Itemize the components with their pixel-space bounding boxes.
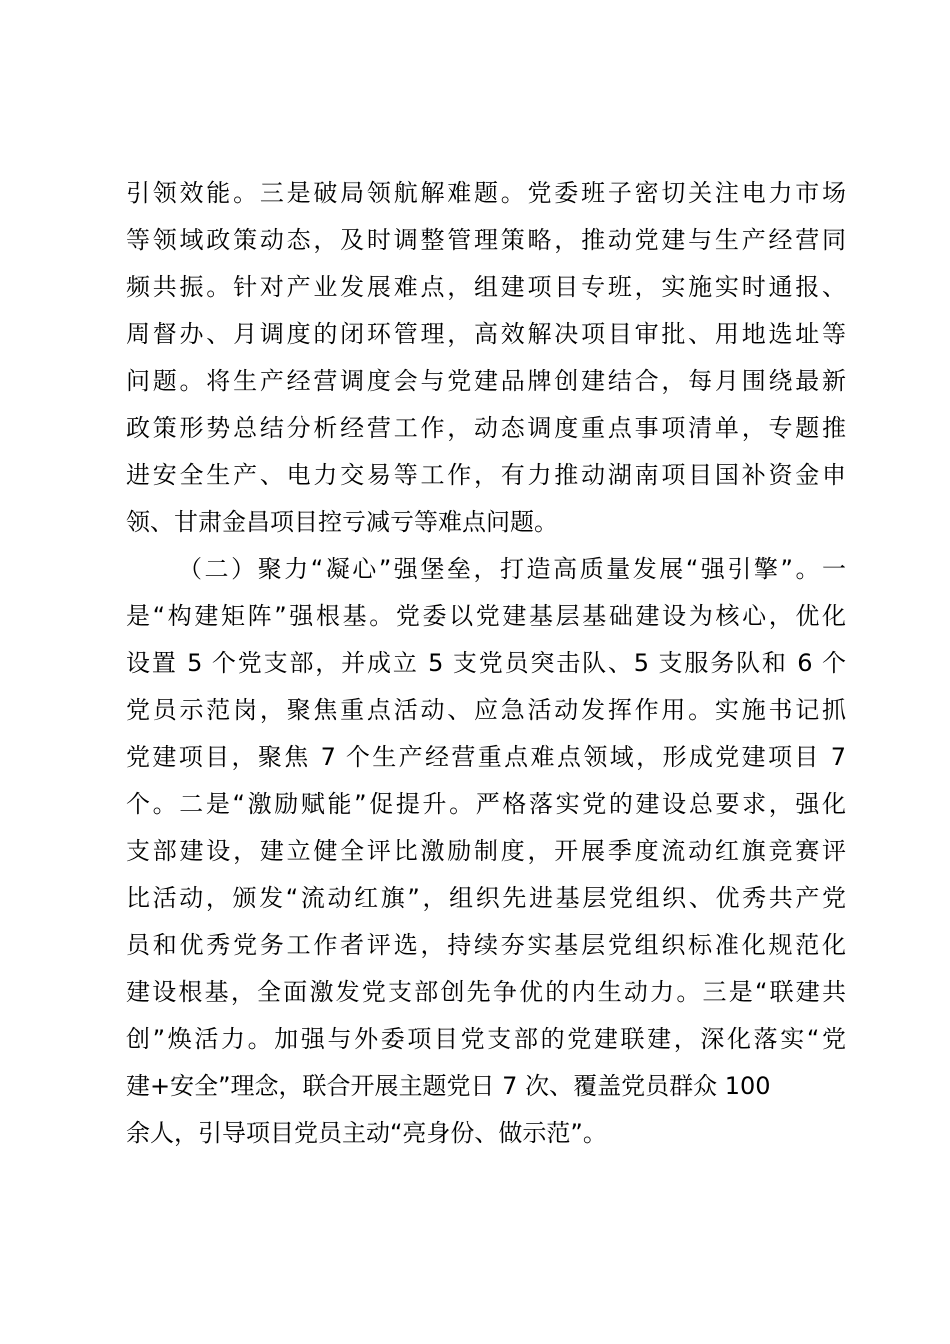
text-line: 建+安全”理念，联合开展主题党日 7 次、覆盖党员群众 100 <box>126 1072 771 1100</box>
text-line: 创”焕活力。加强与外委项目党支部的党建联建，深化落实“党 <box>126 1025 846 1053</box>
text-line: 政策形势总结分析经营工作，动态调度重点事项清单，专题推 <box>126 414 846 442</box>
text-line: 频共振。针对产业发展难点，组建项目专班，实施实时通报、 <box>126 273 846 301</box>
body-text <box>126 170 846 1157</box>
text-line: 等领域政策动态，及时调整管理策略，推动党建与生产经营同 <box>126 226 846 254</box>
text-line: 余人，引导项目党员主动“亮身份、做示范”。 <box>126 1119 607 1147</box>
text-line: 员和优秀党务工作者评选，持续夯实基层党组织标准化规范化 <box>126 931 846 959</box>
text-line: 个。二是“激励赋能”促提升。严格落实党的建设总要求，强化 <box>126 790 846 818</box>
text-line: 设置 5 个党支部，并成立 5 支党员突击队、5 支服务队和 6 个 <box>126 649 846 677</box>
text-line: 支部建设，建立健全评比激励制度，开展季度流动红旗竞赛评 <box>126 837 846 865</box>
text-line: 进安全生产、电力交易等工作，有力推动湖南项目国补资金申 <box>126 461 846 489</box>
section-heading-line: （二）聚力“凝心”强堡垒，打造高质量发展“强引擎”。一 <box>178 555 846 583</box>
text-line: 是“构建矩阵”强根基。党委以党建基层基础建设为核心，优化 <box>126 602 846 630</box>
text-line: 党员示范岗，聚焦重点活动、应急活动发挥作用。实施书记抓 <box>126 696 846 724</box>
text-line: 领、甘肃金昌项目控亏减亏等难点问题。 <box>126 508 558 536</box>
text-line: 建设根基，全面激发党支部创先争优的内生动力。三是“联建共 <box>126 978 846 1006</box>
text-line: 引领效能。三是破局领航解难题。党委班子密切关注电力市场 <box>126 179 846 207</box>
text-line: 问题。将生产经营调度会与党建品牌创建结合，每月围绕最新 <box>126 367 846 395</box>
text-line: 周督办、月调度的闭环管理，高效解决项目审批、用地选址等 <box>126 320 846 348</box>
text-line: 党建项目，聚焦 7 个生产经营重点难点领域，形成党建项目 7 <box>126 743 846 771</box>
text-line: 比活动，颁发“流动红旗”，组织先进基层党组织、优秀共产党 <box>126 884 846 912</box>
